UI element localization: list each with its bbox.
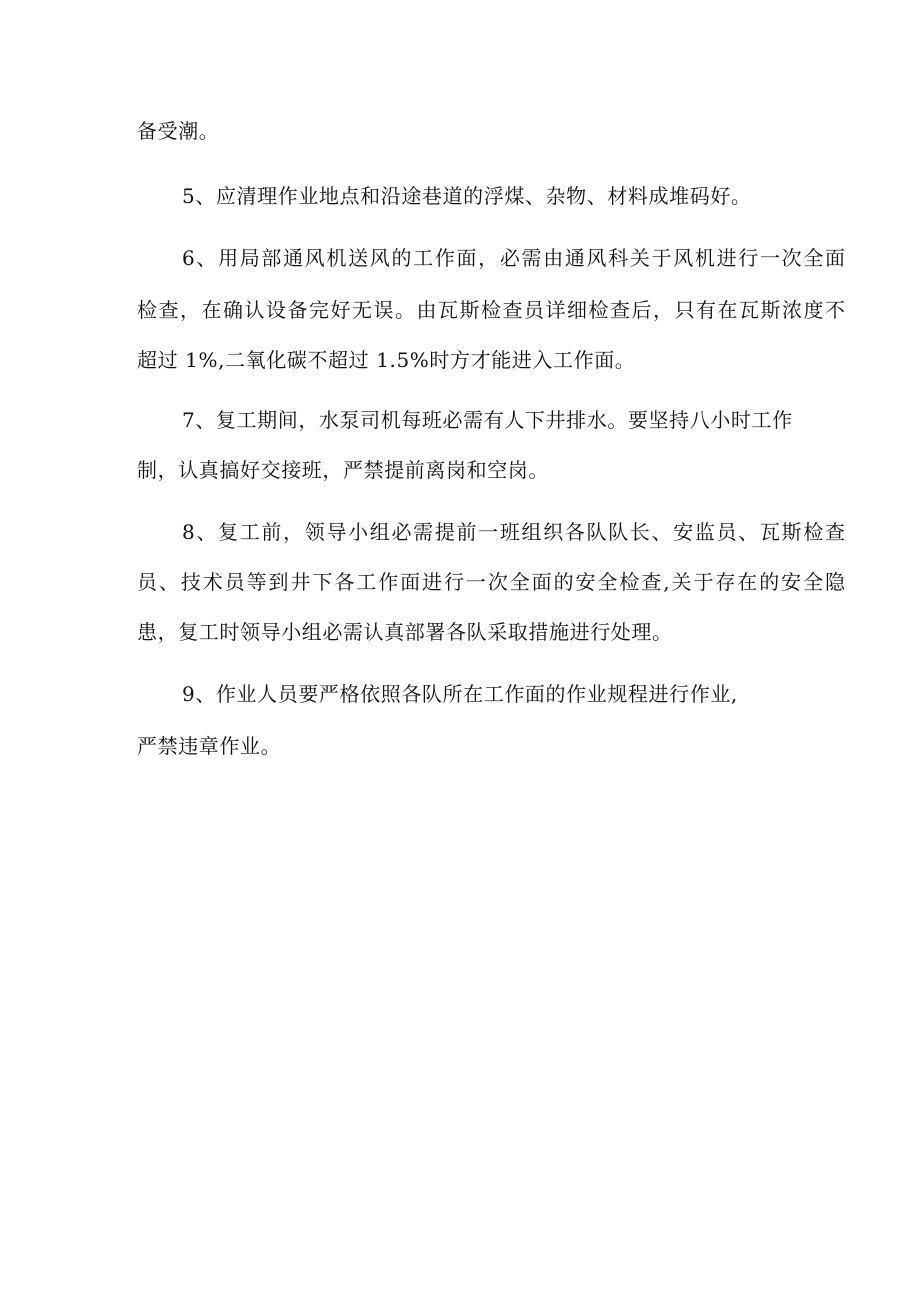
paragraph-5: 5、应清理作业地点和沿途巷道的浮煤、杂物、材料成堆码好。 [182, 184, 752, 208]
paragraph-6-line-1: 6、用局部通风机送风的工作面，必需由通风科关于风机进行一次全面 [182, 246, 845, 270]
paragraph-8-line-1: 8、复工前，领导小组必需提前一班组织各队队长、安监员、瓦斯检查 [182, 520, 845, 544]
paragraph-7-line-2: 制，认真搞好交接班，严禁提前离岗和空岗。 [137, 458, 549, 482]
paragraph-6-line-3: 超过 1%,二氧化碳不超过 1.5%时方才能进入工作面。 [137, 348, 636, 372]
paragraph-7-line-1: 7、复工期间，水泵司机每班必需有人下井排水。要坚持八小时工作 [182, 408, 793, 432]
paragraph-8-line-2: 员、技术员等到井下各工作面进行一次全面的安全检查,关于存在的安全隐 [137, 570, 845, 594]
paragraph-8-line-3: 患，复工时领导小组必需认真部署各队采取措施进行处理。 [137, 620, 673, 644]
paragraph-9-line-2: 严禁违章作业。 [137, 734, 282, 758]
paragraph-9-line-1: 9、作业人员要严格依照各队所在工作面的作业规程进行作业, [182, 682, 738, 706]
paragraph-6-line-2: 检查，在确认设备完好无误。由瓦斯检查员详细检查后，只有在瓦斯浓度不 [137, 298, 845, 322]
paragraph-4-end: 备受潮。 [137, 119, 220, 143]
